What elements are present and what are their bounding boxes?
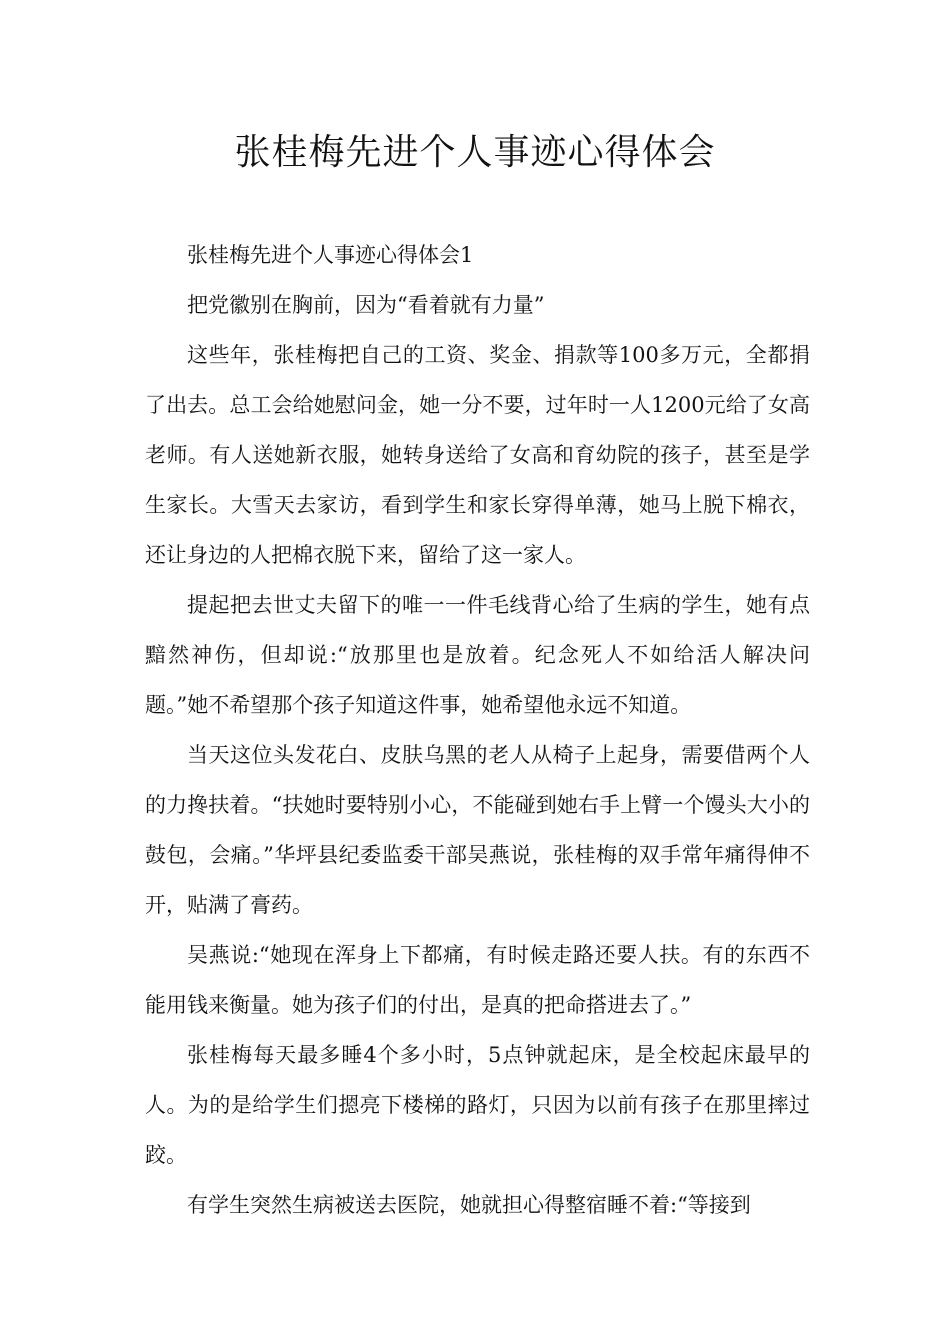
paragraph: 吴燕说:“她现在浑身上下都痛，有时候走路还要人扶。有的东西不能用钱来衡量。她为孩子们的付出，是真的把命搭进去了。” [145,943,810,1017]
paragraph: 张桂梅每天最多睡4个多小时，5点钟就起床，是全校起床最早的人。为的是给学生们摁亮下楼梯的路灯，只因为以前有孩子在那里摔过跤。 [145,1043,810,1167]
document-title: 张桂梅先进个人事迹心得体会 [234,132,716,173]
paragraph: 当天这位头发花白、皮肤乌黑的老人从椅子上起身，需要借两个人的力搀扶着。“扶她时要特别小心，不能碰到她右手上臂一个馒头大小的鼓包，会痛。”华坪县纪委监委干部吴燕说，张桂梅的双手常年痛得伸不开，贴满了膏药。 [145,743,810,917]
paragraph: 有学生突然生病被送去医院，她就担心得整宿睡不着:“等接到 [187,1193,751,1217]
paragraph-subtitle: 张桂梅先进个人事迹心得体会1 [187,243,474,267]
paragraph: 提起把去世丈夫留下的唯一一件毛线背心给了生病的学生，她有点黯然神伤，但却说:“放那里也是放着。纪念死人不如给活人解决问题。”她不希望那个孩子知道这件事，她希望他永远不知道。 [145,593,810,717]
paragraph: 这些年，张桂梅把自己的工资、奖金、捐款等100多万元，全都捐了出去。总工会给她慰问金，她一分不要，过年时一人1200元给了女高老师。有人送她新衣服，她转身送给了女高和育幼院的孩子，甚至是学生家长。大雪天去家访，看到学生和家长穿得单薄，她马上脱下棉衣，还让身边的人把棉衣脱下来，留给了这一家人。 [145,343,810,567]
paragraph-heading: 把党徽别在胸前，因为“看着就有力量” [187,293,545,317]
document-body [145,230,810,1230]
